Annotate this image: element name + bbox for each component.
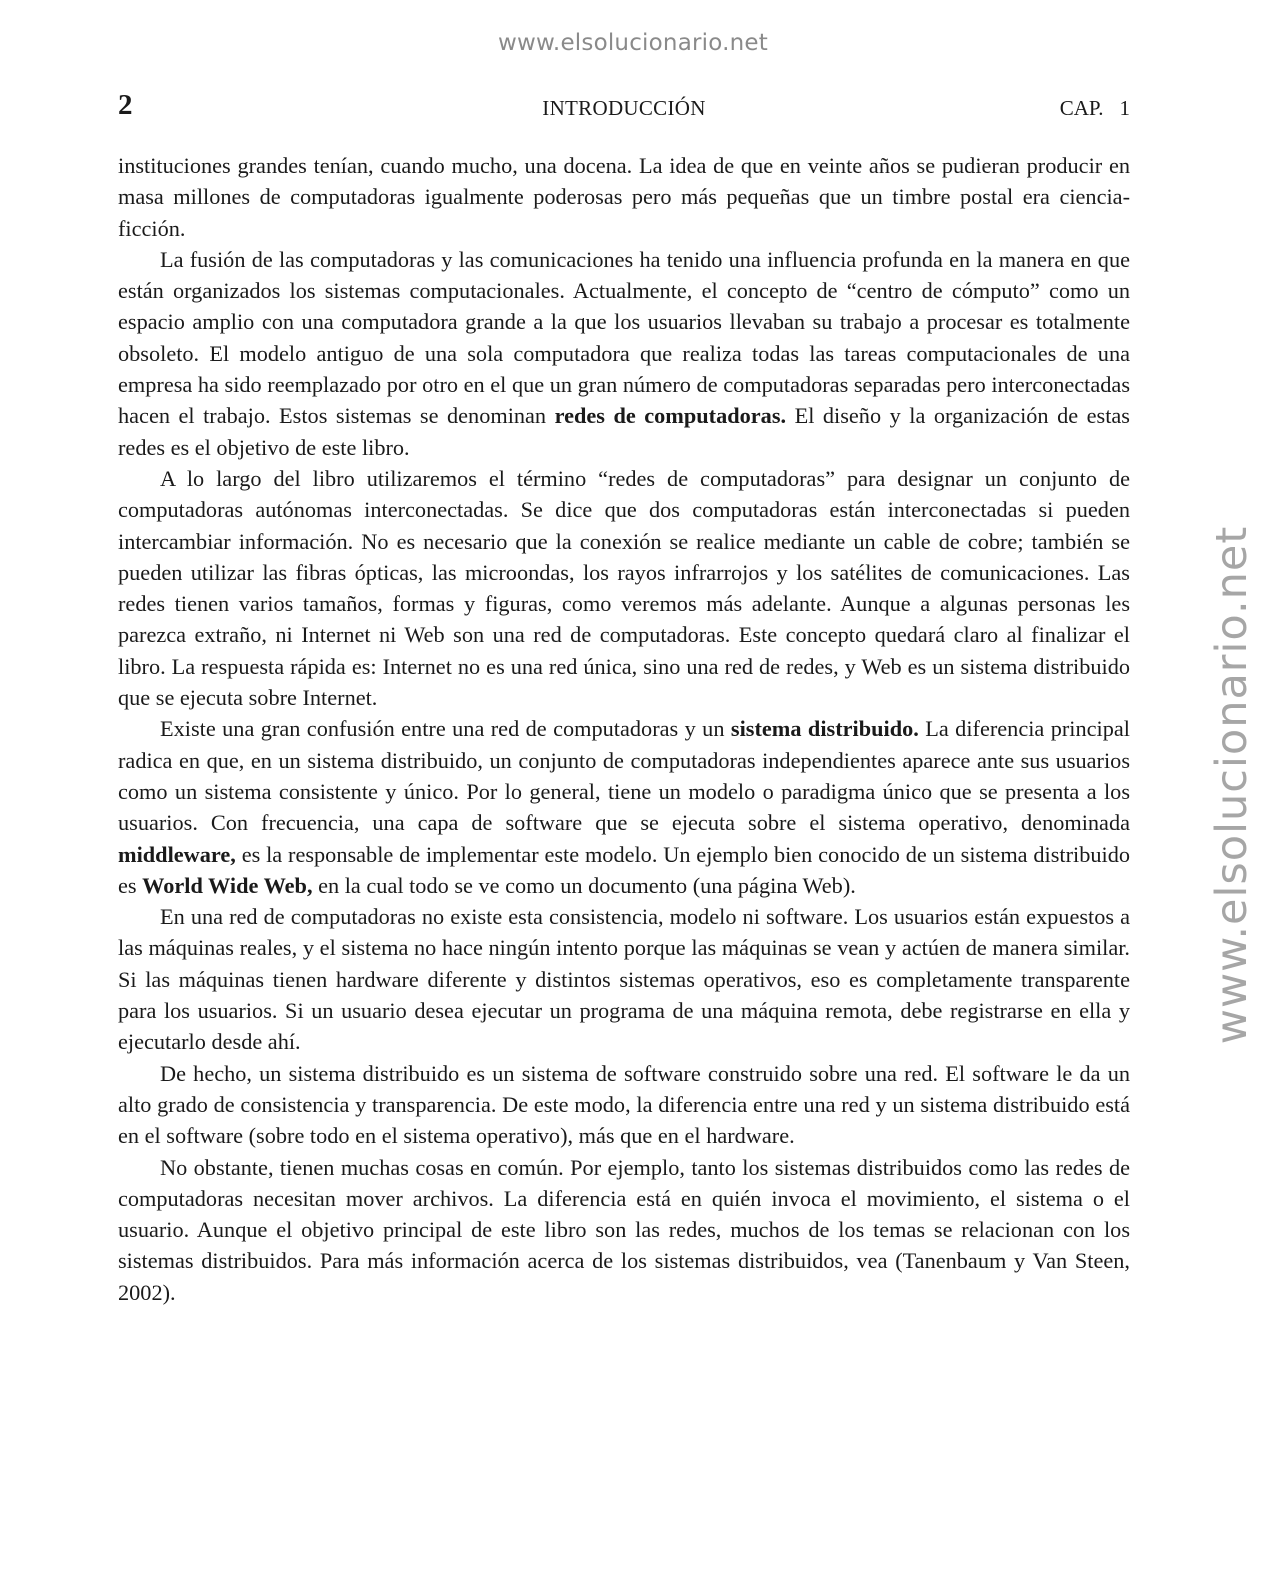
watermark-top: www.elsolucionario.net — [498, 30, 768, 56]
paragraph-text: No obstante, tienen muchas cosas en común. Por ejemplo, tanto los sistemas distribuidos como las redes de computadoras necesitan mover archivos. La diferencia está en quién invoca el movimiento, el sistema o el usuario. Aunque el objetivo principal de este libro son las redes, muchos de los temas se relacionan con los sistemas distribuidos. Para más información acerca de los sistemas distribuidos, vea (Tanenbaum y Van Steen, 2002). — [118, 1154, 1130, 1305]
paragraph-text: De hecho, un sistema distribuido es un sistema de software construido sobre una red. El software le da un alto grado de consistencia y transparencia. De este modo, la diferencia entre una red y un sistema distribuido está en el software (sobre todo en el sistema operativo), más que en el hardware. — [118, 1060, 1130, 1149]
paragraph-text: es la responsable de implementar este modelo. Un ejemplo bien conocido de un sistema distribuido es — [118, 841, 1131, 898]
paragraph-3 — [118, 463, 1130, 713]
paragraph-text: en la cual todo se ve como un documento (una página Web). — [318, 872, 856, 898]
term-middleware: middleware, — [118, 841, 236, 867]
paragraph-6 — [118, 1058, 1130, 1152]
paragraph-text: El diseño y la organización de estas redes es el objetivo de este libro. — [118, 403, 1130, 460]
term-world-wide-web: World Wide Web, — [142, 872, 313, 898]
paragraph-4 — [118, 713, 1130, 901]
paragraph-text: En una red de computadoras no existe esta consistencia, modelo ni software. Los usuarios están expuestos a las máquinas reales, y el sistema no hace ningún intento porque las máquinas se vean y actúen de manera similar. Si las máquinas tienen hardware diferente y distintos sistemas operativos, eso es completamente transparente para los usuarios. Si un usuario desea ejecutar un programa de una máquina remota, debe registrarse en ella y ejecutarlo desde ahí. — [118, 904, 1130, 1055]
running-head — [118, 89, 1130, 123]
paragraph-text: La diferencia principal radica en que, en un sistema distribuido, un conjunto de computadoras independientes aparece ante sus usuarios como un sistema consistente y único. Por lo general, tiene un modelo o paradigma único que se presenta a los usuarios. Con frecuencia, una capa de software que se ejecuta sobre el sistema operativo, denominada — [118, 716, 1130, 836]
paragraph-text: A lo largo del libro utilizaremos el término “redes de computadoras” para designar un conjunto de computadoras autónomas interconectadas. Se dice que dos computadoras están interconectadas si pueden intercambiar información. No es necesario que la conexión se realice mediante un cable de cobre; también se pueden utilizar las fibras ópticas, las microondas, los rayos infrarrojos y los satélites de comunicaciones. Las redes tienen varios tamaños, formas y figuras, como veremos más adelante. Aunque a algunas personas les parezca extraño, ni Internet ni Web son una red de computadoras. Este concepto quedará claro al finalizar el libro. La respuesta rápida es: Internet no es una red única, sino una red de redes, y Web es un sistema distribuido que se ejecuta sobre Internet. — [118, 465, 1130, 711]
watermark-side: www.elsolucionario.net — [1207, 525, 1257, 1045]
chapter-number: 1 — [1119, 96, 1130, 120]
paragraph-text: La fusión de las computadoras y las comunicaciones ha tenido una influencia profunda en la manera en que están organizados los sistemas computacionales. Actualmente, el concepto de “centro de cómputo” como un espacio amplio con una computadora grande a la que los usuarios llevaban su trabajo a procesar es totalmente obsoleto. El modelo antiguo de una sola computadora que realiza todas las tareas computacionales de una empresa ha sido reemplazado por otro en el que un gran número de computadoras separadas pero interconectadas hacen el trabajo. Estos sistemas se denominan — [118, 246, 1130, 429]
chapter-label: CAP. — [1059, 96, 1104, 120]
paragraph-5 — [118, 901, 1130, 1057]
page-number: 2 — [118, 89, 133, 121]
paragraph-text: instituciones grandes tenían, cuando mucho, una docena. La idea de que en veinte años se pudieran producir en masa millones de computadoras igualmente poderosas pero más pequeñas que un timbre postal era ciencia-ficción. — [118, 153, 1130, 241]
paragraph-1 — [118, 150, 1130, 244]
paragraph-text: Existe una gran confusión entre una red de computadoras y un — [160, 716, 725, 742]
chapter-title: INTRODUCCIÓN — [542, 96, 706, 120]
term-redes-de-computadoras: redes de computadoras. — [554, 403, 787, 429]
paragraph-7 — [118, 1152, 1130, 1308]
chapter-ref — [1060, 96, 1130, 121]
paragraph-2 — [118, 244, 1130, 463]
body-text — [118, 150, 1130, 1308]
term-sistema-distribuido: sistema distribuido. — [730, 716, 919, 742]
